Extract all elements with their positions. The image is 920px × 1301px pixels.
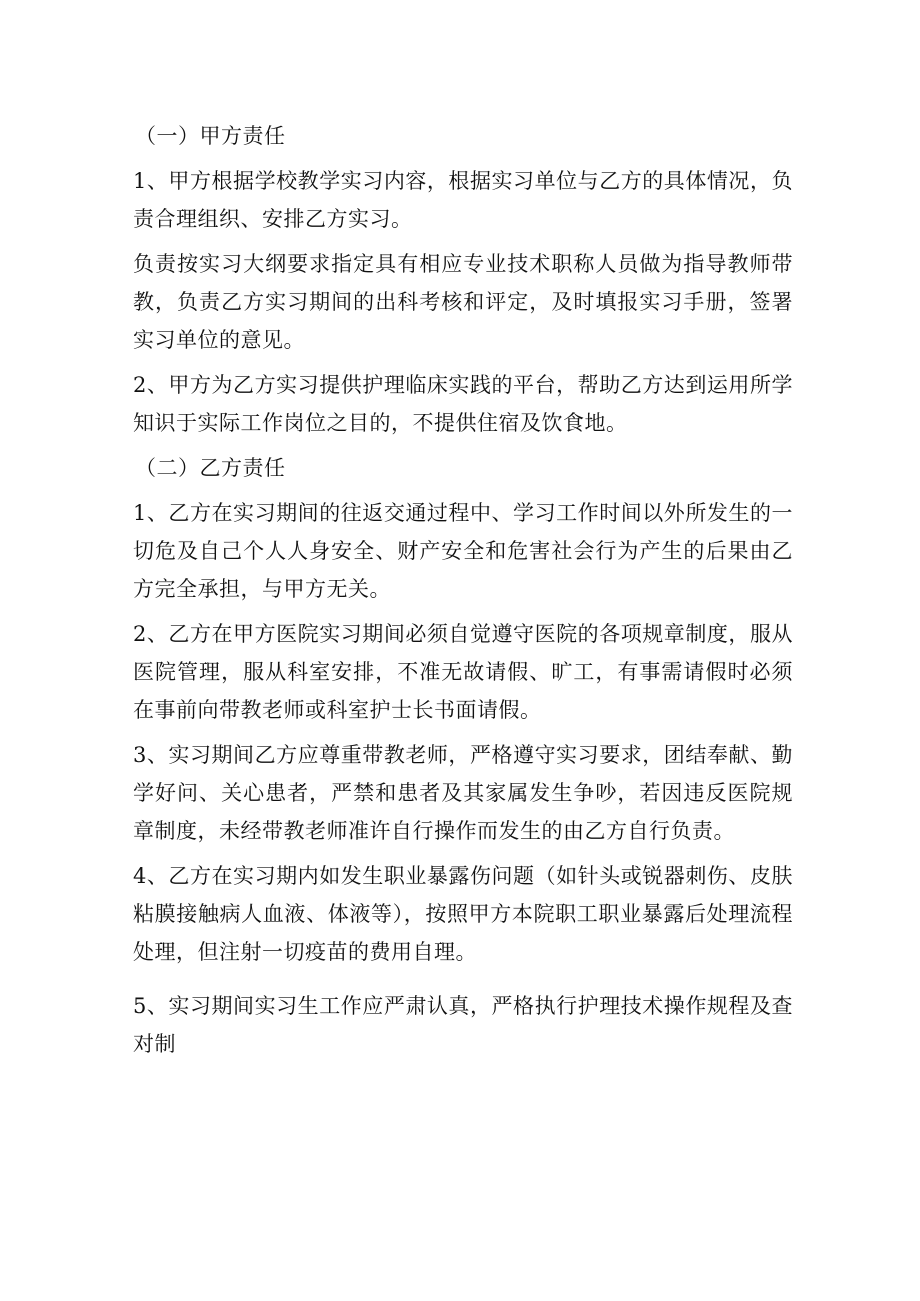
party-b-paragraph-1: 1、乙方在实习期间的往返交通过程中、学习工作时间以外所发生的一切危及自己个人人身安全、财产安全和危害社会行为产生的后果由乙方完全承担，与甲方无关。 [133,501,793,601]
party-a-paragraph-2: 负责按实习大纲要求指定具有相应专业技术职称人员做为指导教师带教，负责乙方实习期间的出科考核和评定，及时填报实习手册，签署实习单位的意见。 [133,252,793,352]
party-a-paragraph-1: 1、甲方根据学校教学实习内容，根据实习单位与乙方的具体情况，负责合理组织、安排乙方实习。 [133,169,793,231]
party-b-paragraph-4: 4、乙方在实习期内如发生职业暴露伤问题（如针头或锐器刺伤、皮肤粘膜接触病人血液、体液等），按照甲方本院职工职业暴露后处理流程处理，但注射一切疫苗的费用自理。 [133,864,793,964]
party-b-paragraph-3: 3、实习期间乙方应尊重带教老师，严格遵守实习要求，团结奉献、勤学好问、关心患者，严禁和患者及其家属发生争吵，若因违反医院规章制度，未经带教老师准许自行操作而发生的由乙方自行负责。 [133,743,793,843]
party-a-paragraph-3: 2、甲方为乙方实习提供护理临床实践的平台，帮助乙方达到运用所学知识于实际工作岗位之目的，不提供住宿及饮食地。 [133,373,793,435]
party-b-paragraph-5: 5、实习期间实习生工作应严肃认真，严格执行护理技术操作规程及查对制 [133,994,793,1056]
section-heading-party-a: （一）甲方责任 [135,124,286,148]
section-heading-party-b: （二）乙方责任 [135,456,286,480]
document-body [133,117,793,1070]
party-b-paragraph-2: 2、乙方在甲方医院实习期间必须自觉遵守医院的各项规章制度，服从医院管理，服从科室安排，不准无故请假、旷工，有事需请假时必须在事前向带教老师或科室护士长书面请假。 [133,622,793,722]
